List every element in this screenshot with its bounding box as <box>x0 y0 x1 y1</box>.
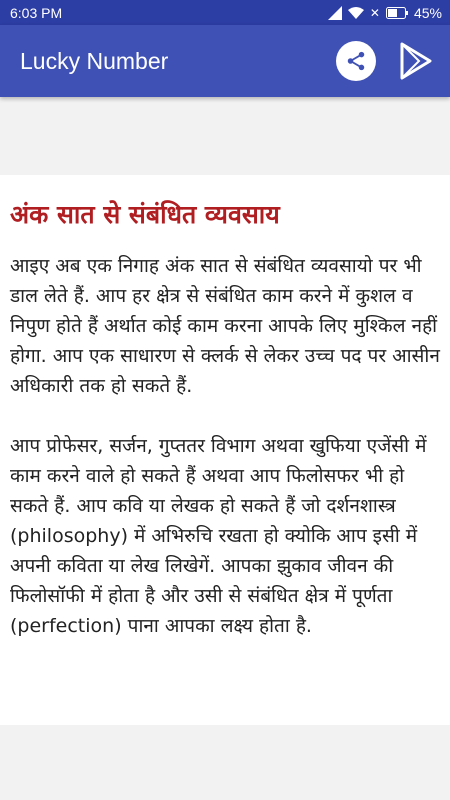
paragraph-1: आइए अब एक निगाह अंक सात से संबंधित व्यवसायो पर भी डाल लेते हैं. आप हर क्षेत्र से संबंधित काम करने में कुशल व निपुण होते हैं अर्थात कोई काम करना आपके लिए मुश्किल नहीं होगा. आप एक साधारण से क्लर्क से लेकर उच्च पद पर आसीन अधिकारी तक हो सकते हैं. <box>10 255 440 397</box>
share-icon <box>345 50 367 72</box>
app-actions <box>336 41 436 81</box>
section-heading: अंक सात से संबंधित व्यवसाय <box>10 200 280 229</box>
play-store-button[interactable] <box>396 41 436 81</box>
status-bar <box>0 0 450 25</box>
wifi-icon <box>348 6 364 20</box>
content-card <box>0 175 450 725</box>
share-button[interactable] <box>336 41 376 81</box>
signal-icon <box>328 6 342 20</box>
battery-percent: 45% <box>413 4 442 21</box>
battery-icon <box>386 7 408 19</box>
app-bar <box>0 25 450 97</box>
no-sim-icon: ✕ <box>369 5 380 20</box>
play-store-icon <box>399 42 433 80</box>
status-icons <box>328 5 442 21</box>
status-time: 6:03 PM <box>10 4 63 21</box>
paragraph-2: आप प्रोफेसर, सर्जन, गुप्ततर विभाग अथवा खुफिया एजेंसी में काम करने वाले हो सकते हैं अथवा आप फिलोसफर भी हो सकते हैं. आप कवि या लेखक हो सकते हैं जो दर्शनशास्त्र (philosophy) में अभिरुचि रखता हो क्योकि आप इसी में अपनी कविता या लेख लिखेगें. आपका झुकाव जीवन की फिलोसॉफी में होता है और उसी से संबंधित क्षेत्र में पूर्णता (perfection) पाना आपका लक्ष्य होता है. <box>10 435 427 637</box>
app-title: Lucky Number <box>20 47 169 74</box>
